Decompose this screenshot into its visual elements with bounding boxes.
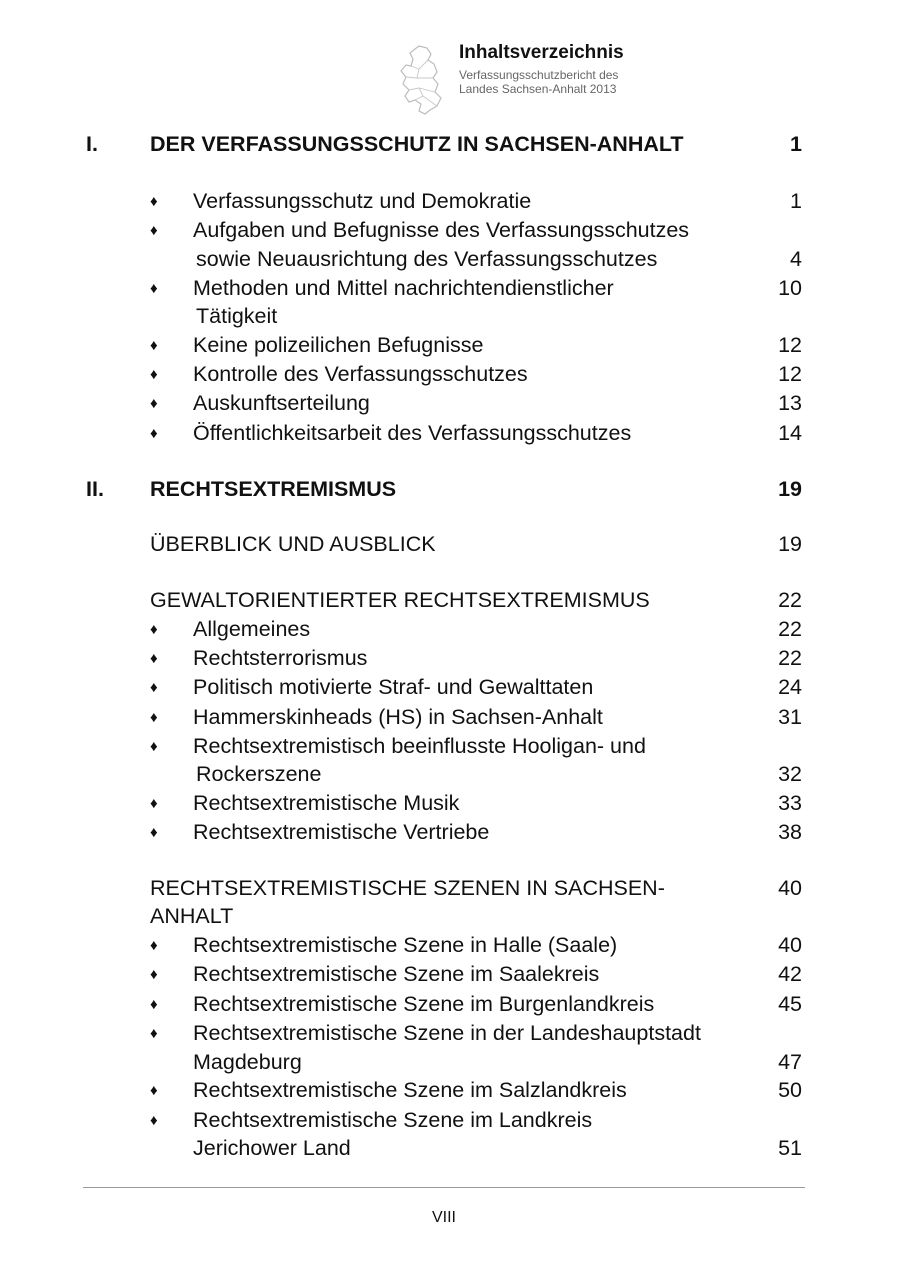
section-title: RECHTSEXTREMISMUS xyxy=(150,477,397,501)
bullet-diamond-icon: ♦ xyxy=(150,795,158,812)
bullet-diamond-icon: ♦ xyxy=(150,193,158,210)
page-number: 22 xyxy=(778,617,802,641)
section-title: DER VERFASSUNGSSCHUTZ IN SACHSEN-ANHALT xyxy=(150,132,684,156)
entry-text-line2: Rockerszene xyxy=(196,762,322,786)
bullet-diamond-icon: ♦ xyxy=(150,1112,158,1129)
page-number: 22 xyxy=(778,646,802,670)
entry-text-line2: Magdeburg xyxy=(193,1050,302,1074)
page-number: 4 xyxy=(790,247,802,271)
entry-text: Rechtsextremistische Szene im Landkreis xyxy=(193,1108,593,1132)
entry-text: Rechtsextremistische Szene im Salzlandkreis xyxy=(193,1078,627,1102)
header-title: Inhaltsverzeichnis xyxy=(459,42,624,63)
entry-text: Rechtsterrorismus xyxy=(193,646,368,670)
bullet-diamond-icon: ♦ xyxy=(150,395,158,412)
entry-text: Politisch motivierte Straf- und Gewalttaten xyxy=(193,675,594,699)
bullet-diamond-icon: ♦ xyxy=(150,1082,158,1099)
subheading-text: RECHTSEXTREMISTISCHE SZENEN IN SACHSEN- xyxy=(150,876,665,900)
entry-text: Verfassungsschutz und Demokratie xyxy=(193,189,532,213)
bullet-diamond-icon: ♦ xyxy=(150,709,158,726)
subheading-text-line2: ANHALT xyxy=(150,904,234,928)
entry-text-line2: sowie Neuausrichtung des Verfassungsschutzes xyxy=(196,247,658,271)
subheading-text: ÜBERBLICK UND AUSBLICK xyxy=(150,532,436,556)
page-number: 22 xyxy=(778,588,802,612)
entry-text-line2: Tätigkeit xyxy=(196,304,278,328)
entry-text: Hammerskinheads (HS) in Sachsen-Anhalt xyxy=(193,705,603,729)
footer-divider xyxy=(83,1187,805,1188)
page-number: 24 xyxy=(778,675,802,699)
entry-text: Kontrolle des Verfassungsschutzes xyxy=(193,362,528,386)
entry-text: Rechtsextremistische Musik xyxy=(193,791,460,815)
page-number: 1 xyxy=(790,132,802,156)
bullet-diamond-icon: ♦ xyxy=(150,366,158,383)
page-number: 50 xyxy=(778,1078,802,1102)
bullet-diamond-icon: ♦ xyxy=(150,425,158,442)
entry-text: Rechtsextremistische Szene im Saalekreis xyxy=(193,962,600,986)
page-number: 31 xyxy=(778,705,802,729)
page-number: 42 xyxy=(778,962,802,986)
page-number: 33 xyxy=(778,791,802,815)
page-number: 12 xyxy=(778,362,802,386)
bullet-diamond-icon: ♦ xyxy=(150,996,158,1013)
entry-text: Auskunftserteilung xyxy=(193,391,370,415)
entry-text: Rechtsextremistische Szene in der Landeshauptstadt xyxy=(193,1021,701,1045)
header-subtitle-line2: Landes Sachsen-Anhalt 2013 xyxy=(459,82,617,96)
entry-text: Rechtsextremistische Vertriebe xyxy=(193,820,490,844)
page-number: 32 xyxy=(778,762,802,786)
entry-text: Rechtsextremistische Szene in Halle (Saale) xyxy=(193,933,618,957)
page-number: 47 xyxy=(778,1050,802,1074)
page-number: 12 xyxy=(778,333,802,357)
bullet-diamond-icon: ♦ xyxy=(150,337,158,354)
entry-text: Aufgaben und Befugnisse des Verfassungsschutzes xyxy=(193,218,690,242)
entry-text: Rechtsextremistisch beeinflusste Hooligan- und xyxy=(193,734,646,758)
page-number: 38 xyxy=(778,820,802,844)
bullet-diamond-icon: ♦ xyxy=(150,280,158,297)
bullet-diamond-icon: ♦ xyxy=(150,824,158,841)
section-number: I. xyxy=(86,132,98,156)
page-number: 45 xyxy=(778,992,802,1016)
page-number: 1 xyxy=(790,189,802,213)
bullet-diamond-icon: ♦ xyxy=(150,966,158,983)
bullet-diamond-icon: ♦ xyxy=(150,738,158,755)
page-number: 40 xyxy=(778,933,802,957)
footer-page-number: VIII xyxy=(431,1209,456,1226)
page-number: 19 xyxy=(778,532,802,556)
bullet-diamond-icon: ♦ xyxy=(150,937,158,954)
page-number: 40 xyxy=(778,876,802,900)
entry-text: Rechtsextremistische Szene im Burgenlandkreis xyxy=(193,992,655,1016)
entry-text: Öffentlichkeitsarbeit des Verfassungsschutzes xyxy=(193,421,632,445)
entry-text: Methoden und Mittel nachrichtendienstlicher xyxy=(193,276,614,300)
page-number: 10 xyxy=(778,276,802,300)
bullet-diamond-icon: ♦ xyxy=(150,1025,158,1042)
section-number: II. xyxy=(86,477,104,501)
page-number: 13 xyxy=(778,391,802,415)
subheading-text: GEWALTORIENTIERTER RECHTSEXTREMISMUS xyxy=(150,588,650,612)
bullet-diamond-icon: ♦ xyxy=(150,222,158,239)
entry-text: Keine polizeilichen Befugnisse xyxy=(193,333,484,357)
bullet-diamond-icon: ♦ xyxy=(150,650,158,667)
page-number: 19 xyxy=(778,477,802,501)
page-number: 14 xyxy=(778,421,802,445)
bullet-diamond-icon: ♦ xyxy=(150,679,158,696)
header-subtitle-line1: Verfassungsschutzbericht des xyxy=(459,68,619,82)
bullet-diamond-icon: ♦ xyxy=(150,621,158,638)
page-number: 51 xyxy=(778,1136,802,1160)
entry-text-line2: Jerichower Land xyxy=(193,1136,351,1160)
entry-text: Allgemeines xyxy=(193,617,311,641)
